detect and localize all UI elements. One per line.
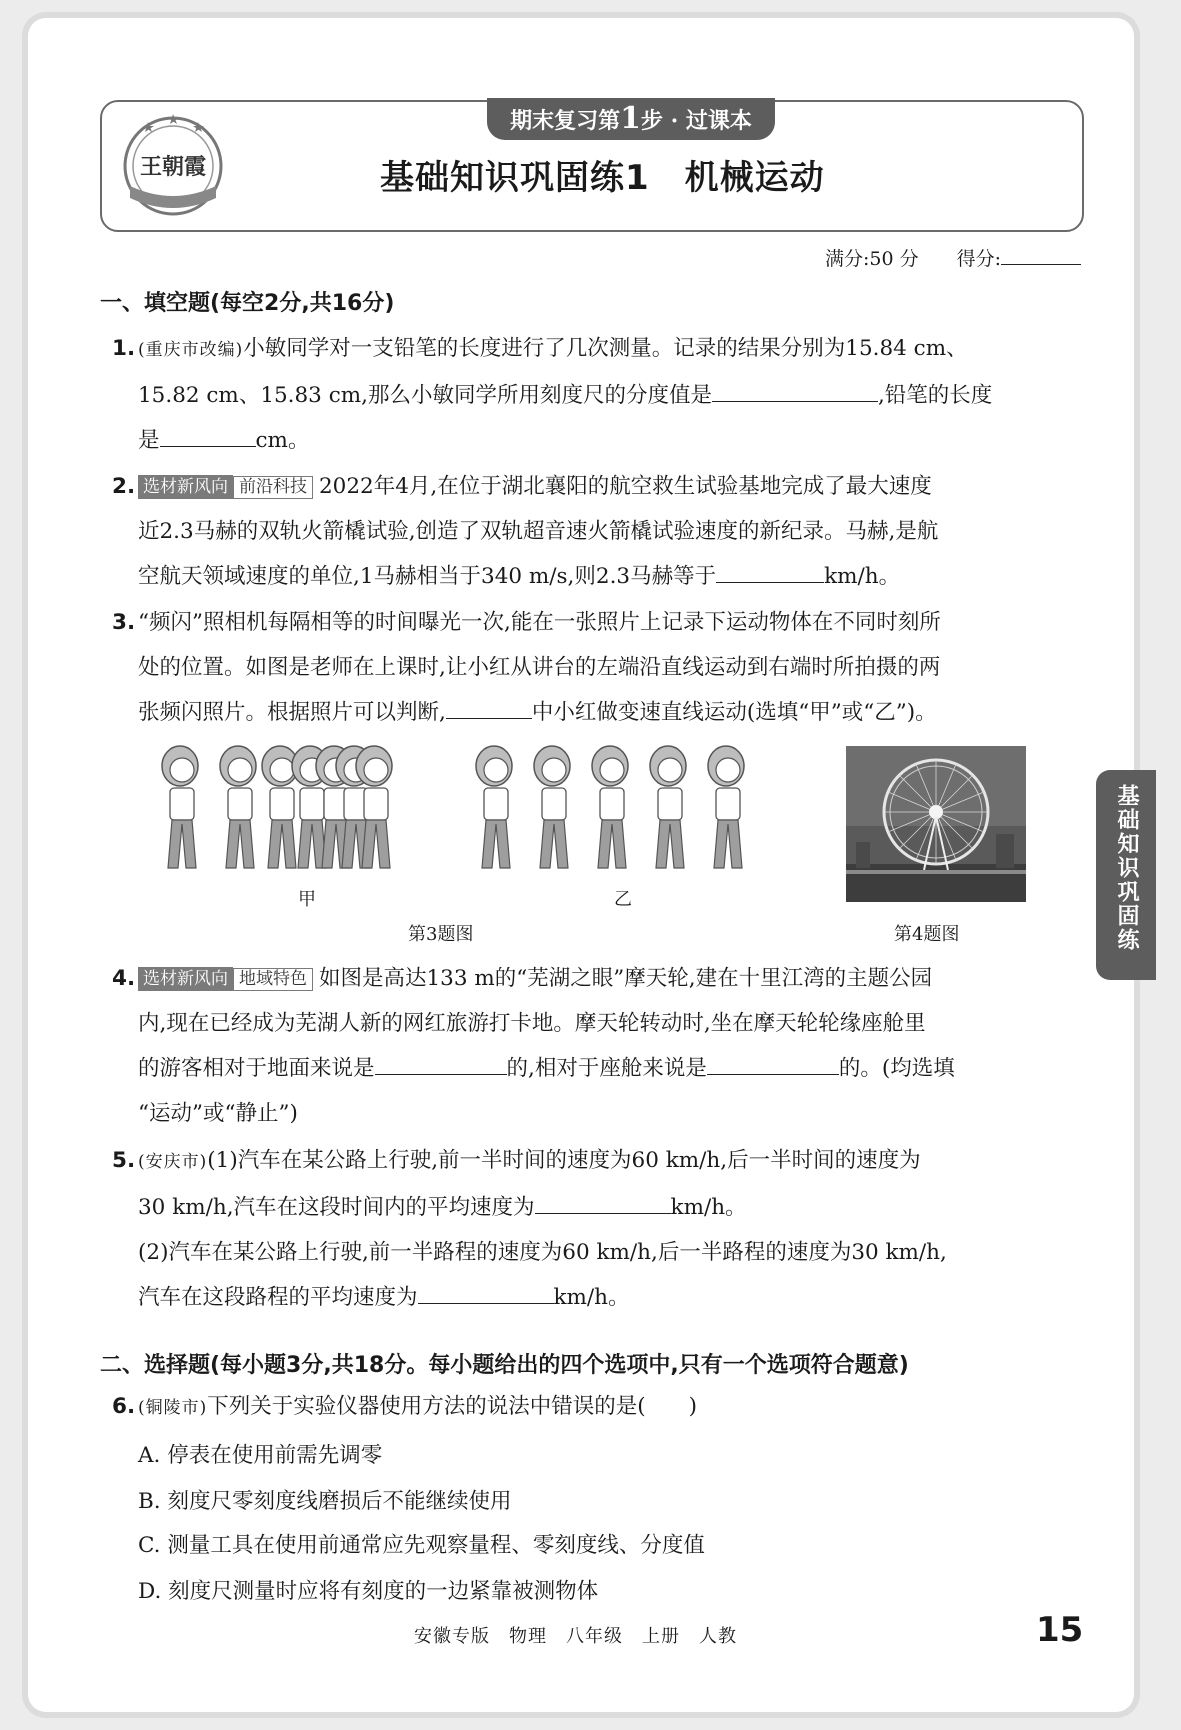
- figure-label-jia: 甲: [298, 889, 316, 910]
- figure-label-yi: 乙: [614, 889, 632, 910]
- page-number: 15: [1036, 1610, 1084, 1650]
- option-a: A. 停表在使用前需先调零: [138, 1443, 383, 1468]
- tag-new-material: 选材新风向: [138, 967, 233, 991]
- logo-text: 王朝霞: [139, 154, 207, 180]
- strobe-photos-figure: [160, 740, 780, 880]
- ferris-wheel-photo: [846, 746, 1026, 902]
- tag-new-material: 选材新风向: [138, 475, 233, 499]
- question-3: 3. “频闪”照相机每隔相等的时间曝光一次,能在一张照片上记录下运动物体在不同时刻所 处的位置。如图是老师在上课时,让小红从讲台的左端沿直线运动到右端时所拍摄的两 张频闪照片。根据照片可以判断, 中小红做变速直线运动(选填“甲”或“乙”)。: [112, 610, 941, 725]
- publisher-logo: [118, 108, 228, 220]
- question-5: 5. (安庆市)(1)汽车在某公路上行驶,前一半时间的速度为60 km/h,后一半时间的速度为 30 km/h,汽车在这段时间内的平均速度为 km/h。 (2)汽车在某公路上行驶,前一半路程的速度为60 km/h,后一半路程的速度为30 km/h, 汽车在这段路程的平均速度为 km/h。: [112, 1148, 947, 1310]
- tag-region: 地域特色: [233, 968, 313, 991]
- question-1: 1. (重庆市改编)小敏同学对一支铅笔的长度进行了几次测量。记录的结果分别为15.84 cm、 15.82 cm、15.83 cm,那么小敏同学所用刻度尺的分度值是 ,铅笔的长度 是 cm。: [112, 336, 993, 453]
- figure-3-caption: 第3题图: [408, 924, 474, 945]
- page-title: 基础知识巩固练1 机械运动: [380, 158, 825, 198]
- question-2: 2. 选材新风向 前沿科技 2022年4月,在位于湖北襄阳的航空救生试验基地完成了最大速度 近2.3马赫的双轨火箭橇试验,创造了双轨超音速火箭橇试验速度的新纪录。马赫,是航 空航天领域速度的单位,1马赫相当于340 m/s,则2.3马赫等于 km/h。: [112, 474, 939, 589]
- section-2-title: 二、选择题(每小题3分,共18分。每小题给出的四个选项中,只有一个选项符合题意): [100, 1353, 909, 1378]
- question-4: 4. 选材新风向 地域特色 如图是高达133 m的“芜湖之眼”摩天轮,建在十里江湾的主题公园 内,现在已经成为芜湖人新的网红旅游打卡地。摩天轮转动时,坐在摩天轮轮缘座舱里 的游客相对于地面来说是 的,相对于座舱来说是 的。(均选填 “运动”或“静止”): [112, 966, 955, 1126]
- option-c: C. 测量工具在使用前通常应先观察量程、零刻度线、分度值: [138, 1533, 705, 1558]
- side-tab: 基础知识巩固练: [1096, 770, 1156, 980]
- option-b: B. 刻度尺零刻度线磨损后不能继续使用: [138, 1489, 512, 1514]
- footer-edition: 安徽专版 物理 八年级 上册 人教: [414, 1626, 737, 1647]
- tag-tech: 前沿科技: [233, 476, 313, 499]
- section-1-title: 一、填空题(每空2分,共16分): [100, 291, 395, 316]
- score-line: 满分:50 分 得分:: [825, 243, 1081, 271]
- figure-4-caption: 第4题图: [894, 924, 960, 945]
- question-6: 6. (铜陵市)下列关于实验仪器使用方法的说法中错误的是( ): [112, 1394, 698, 1419]
- option-d: D. 刻度尺测量时应将有刻度的一边紧靠被测物体: [138, 1579, 599, 1604]
- step-pill: 期末复习第1步 · 过课本: [487, 98, 775, 140]
